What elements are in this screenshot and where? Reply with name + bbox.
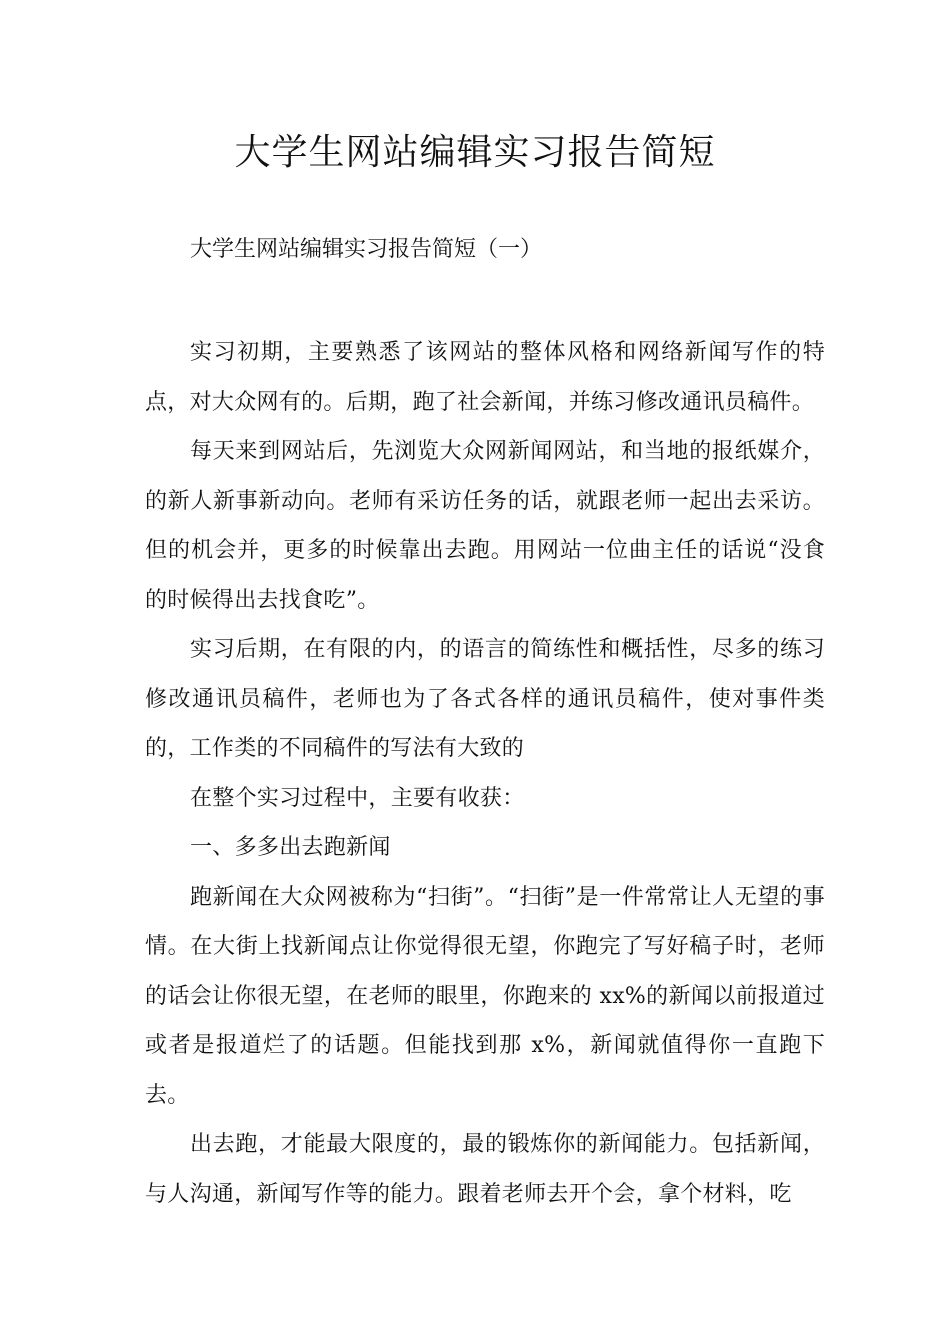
paragraph: 实习初期，主要熟悉了该网站的整体风格和网络新闻写作的特点，对大众网有的。后期，跑了社会新闻，并练习修改通讯员稿件。 <box>145 340 825 415</box>
section-heading: 一、多多出去跑新闻 <box>190 835 391 860</box>
paragraph: 出去跑，才能最大限度的，最的锻炼你的新闻能力。包括新闻，与人沟通，新闻写作等的能力。跟着老师去开个会，拿个材料，吃 <box>145 1132 825 1207</box>
paragraph: 在整个实习过程中，主要有收获： <box>190 785 525 811</box>
document-body <box>145 328 825 1219</box>
paragraph: 实习后期，在有限的内，的语言的简练性和概括性，尽多的练习修改通讯员稿件，老师也为了各式各样的通讯员稿件，使对事件类的，工作类的不同稿件的写法有大致的 <box>145 637 825 761</box>
document-subtitle: 大学生网站编辑实习报告简短（一） <box>190 237 543 262</box>
paragraph: 跑新闻在大众网被称为“扫街”。“扫街”是一件常常让人无望的事情。在大街上找新闻点让你觉得很无望，你跑完了写好稿子时，老师的话会让你很无望，在老师的眼里，你跑来的 xx%的新闻以前报道过或者是报道烂了的话题。但能找到那 x%，新闻就值得你一直跑下去。 <box>145 884 825 1108</box>
paragraph: 每天来到网站后，先浏览大众网新闻网站，和当地的报纸媒介，的新人新事新动向。老师有采访任务的话，就跟老师一起出去采访。但的机会并，更多的时候靠出去跑。用网站一位曲主任的话说“没食的时候得出去找食吃”。 <box>145 439 825 613</box>
document-title: 大学生网站编辑实习报告简短 <box>234 132 716 173</box>
